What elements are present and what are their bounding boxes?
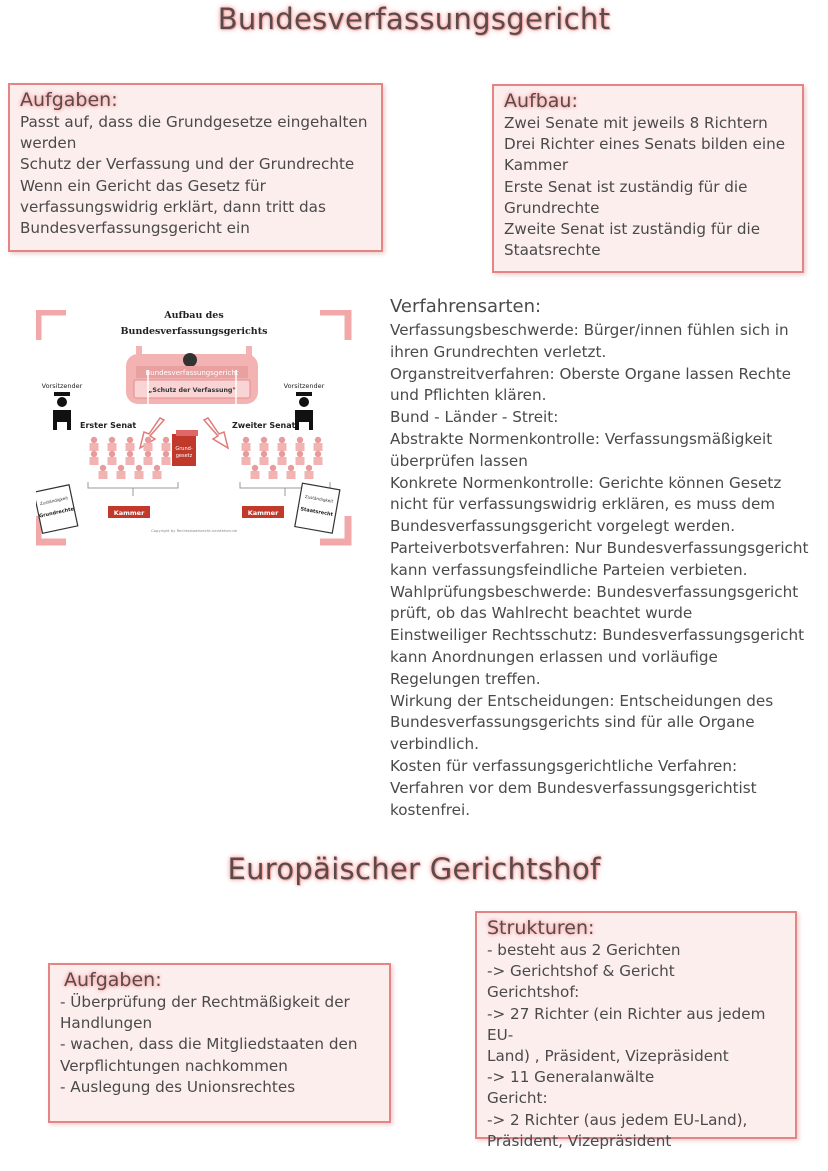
doc-left-line1: Zuständigkeit <box>39 495 69 507</box>
aufgaben-list <box>20 112 371 239</box>
judge-figure-icon <box>144 457 153 465</box>
judge-figure-icon <box>242 443 251 451</box>
judge-figure-icon <box>99 471 108 479</box>
judge-figure-icon <box>279 437 285 443</box>
text-line: Land) , Präsident, Vizepräsident <box>487 1047 729 1066</box>
text-line: -> 27 Richter (ein Richter aus jedem EU- <box>487 1004 766 1044</box>
judge-figure-icon <box>260 443 269 451</box>
left-role-label: Vorsitzender <box>41 382 83 390</box>
judge-figure-icon <box>108 443 117 451</box>
group-bracket <box>88 482 178 488</box>
text-line: Drei Richter eines Senats bilden eine <box>504 135 786 154</box>
verfahrensarten-list <box>390 320 820 821</box>
text-line: Zweite Senat ist zuständig für die <box>504 220 761 239</box>
judge-figure-icon <box>297 451 303 457</box>
judge-figure-icon <box>296 457 305 465</box>
judge-figure-icon <box>315 451 321 457</box>
text-line: Organstreitverfahren: Oberste Organe lassen Rechte <box>390 364 792 383</box>
judges-group-right <box>242 437 323 479</box>
text-line: - Überprüfung der Rechtmäßigkeit der <box>60 993 350 1011</box>
judge-figure-icon <box>118 465 124 471</box>
figure-title-2: Bundesverfassungsgerichts <box>120 326 268 337</box>
arrow-right-icon <box>204 418 228 448</box>
judge-figure-icon <box>261 451 267 457</box>
text-line: nicht für verfassungswidrig erklären, es muss dem <box>390 495 776 514</box>
judge-figure-icon <box>136 465 142 471</box>
corner-bracket <box>320 312 348 340</box>
text-line: Gericht: <box>487 1089 548 1108</box>
aufgaben-heading: Aufgaben: <box>20 89 118 111</box>
verfahrensarten-heading: Verfahrensarten: <box>390 296 542 317</box>
judge-figure-icon <box>243 451 249 457</box>
figure-svg <box>36 310 352 546</box>
text-line: Kosten für verfassungsgerichtliche Verfahren: <box>390 756 738 775</box>
text-line: - wachen, dass die Mitgliedstaaten den <box>60 1035 358 1054</box>
text-line: Staatsrechte <box>504 241 601 260</box>
judge-figure-icon <box>109 451 115 457</box>
judge-figure-icon <box>314 457 323 465</box>
text-line: - Auslegung des Unionsrechtes <box>60 1077 296 1096</box>
text-line: Bund - Länder - Streit: <box>390 408 559 427</box>
text-line: Regelungen treffen. <box>390 669 541 688</box>
judge-figure-icon <box>315 437 321 443</box>
judge-figure-icon <box>90 457 99 465</box>
text-line: Verfahren vor dem Bundesverfassungsgerichtist <box>390 778 757 797</box>
judge-figure-icon <box>261 437 267 443</box>
judge-figure-icon <box>306 465 312 471</box>
text-line: werden <box>20 134 77 153</box>
document-left-icon <box>36 485 78 534</box>
text-line: Erste Senat ist zuständig für die <box>504 177 748 196</box>
judge-figure-icon <box>279 451 285 457</box>
text-line: Grundrechte <box>504 198 600 217</box>
text-line: Bundesverfassungsgericht vorgelegt werden. <box>390 517 736 536</box>
text-line: Wahlprüfungsbeschwerde: Bundesverfassungsgericht <box>390 582 799 601</box>
right-senate-label: Zweiter Senat <box>232 421 296 430</box>
text-line: überprüfen lassen <box>390 451 528 470</box>
judge-figure-icon <box>90 443 99 451</box>
text-line: verbindlich. <box>390 735 479 754</box>
egh-aufgaben-heading: Aufgaben: <box>64 969 162 991</box>
text-line: Wirkung der Entscheidungen: Entscheidungen des <box>390 691 774 710</box>
text-line: verfassungswidrig erklärt, dann tritt das <box>20 197 326 216</box>
judge-figure-icon <box>100 465 106 471</box>
judge-figure-icon <box>154 465 160 471</box>
judge-figure-icon <box>91 451 97 457</box>
egh-strukturen-box <box>475 911 797 1150</box>
kammer-left-label: Kammer <box>113 509 145 517</box>
figure-banner: Bundesverfassungsgericht <box>145 369 239 377</box>
judge-figure-icon <box>314 443 323 451</box>
figure-title-1: Aufbau des <box>164 310 224 321</box>
judges-group-left <box>90 437 171 479</box>
judge-figure-icon <box>127 451 133 457</box>
egh-strukturen-list <box>487 940 785 1152</box>
page-title: Bundesverfassungsgericht <box>217 2 611 36</box>
judge-figure-icon <box>288 465 294 471</box>
aufgaben-box <box>8 83 383 252</box>
right-role-label: Vorsitzender <box>283 382 325 390</box>
text-line: Abstrakte Normenkontrolle: Verfassungsmäßigkeit <box>390 429 773 448</box>
judge-figure-icon <box>269 471 278 479</box>
text-line: Verfassungsbeschwerde: Bürger/innen fühlen sich in <box>390 321 789 339</box>
text-line: Schutz der Verfassung und der Grundrechte <box>20 155 355 174</box>
judge-figure-icon <box>126 457 135 465</box>
judge-figure-icon <box>278 443 287 451</box>
doc-left-line2: Grundrechte <box>38 506 75 520</box>
judge-figure-icon <box>145 451 151 457</box>
judge-figure-icon <box>243 437 249 443</box>
text-line: Parteiverbotsverfahren: Nur Bundesverfassungsgericht <box>390 538 809 557</box>
text-line: Kammer <box>504 156 569 175</box>
judge-figure-icon <box>305 471 314 479</box>
egh-aufgaben-box <box>48 963 391 1123</box>
judge-figure-icon <box>287 471 296 479</box>
text-line: und Pflichten klären. <box>390 386 547 405</box>
judge-figure-icon <box>117 471 126 479</box>
text-line: kann Anordnungen erlassen und vorläufige <box>390 647 718 666</box>
text-line: -> 11 Generalanwälte <box>487 1068 655 1087</box>
judge-figure-icon <box>145 437 151 443</box>
text-line: Präsident, Vizepräsident <box>487 1131 672 1150</box>
judge-figure-icon <box>242 457 251 465</box>
egh-strukturen-heading: Strukturen: <box>487 917 595 939</box>
judge-figure-icon <box>127 437 133 443</box>
judge-icon <box>295 392 313 430</box>
judge-figure-icon <box>163 437 169 443</box>
kammer-right-label: Kammer <box>247 509 279 517</box>
court-structure-figure <box>36 310 352 546</box>
judge-figure-icon <box>153 471 162 479</box>
text-line: kann verfassungsfeindliche Parteien verbieten. <box>390 560 748 579</box>
judge-figure-icon <box>91 437 97 443</box>
doc-right-line1: Zuständigkeit <box>304 493 334 504</box>
text-line: Verpflichtungen nachkommen <box>60 1056 288 1075</box>
verfahrensarten-block <box>390 296 820 821</box>
text-line: Handlungen <box>60 1014 153 1033</box>
judge-figure-icon <box>126 443 135 451</box>
judge-figure-icon <box>260 457 269 465</box>
judge-figure-icon <box>144 443 153 451</box>
judge-figure-icon <box>251 471 260 479</box>
text-line: kostenfrei. <box>390 800 471 819</box>
text-line: Gerichtshof: <box>487 983 580 1002</box>
judge-figure-icon <box>297 437 303 443</box>
text-line: Passt auf, dass die Grundgesetze eingehalten <box>20 113 368 131</box>
text-line: -> Gerichtshof & Gericht <box>487 962 675 981</box>
judge-figure-icon <box>135 471 144 479</box>
corner-bracket <box>38 312 66 340</box>
judge-figure-icon <box>278 457 287 465</box>
egh-aufgaben-list <box>60 992 379 1098</box>
judge-figure-icon <box>163 451 169 457</box>
text-line: Bundesverfassungsgerichts sind für alle Organe <box>390 713 755 732</box>
aufbau-list <box>504 113 792 261</box>
judge-figure-icon <box>252 465 258 471</box>
judge-icon <box>53 392 71 430</box>
section-title-egh: Europäischer Gerichtshof <box>227 852 601 886</box>
judge-figure-icon <box>108 457 117 465</box>
text-line: Bundesverfassungsgericht ein <box>20 219 250 238</box>
text-line: Zwei Senate mit jeweils 8 Richtern <box>504 114 768 132</box>
judge-figure-icon <box>296 443 305 451</box>
book-label-2: gesetz <box>175 453 193 459</box>
figure-subbanner: „Schutz der Verfassung" <box>148 387 236 394</box>
figure-copyright: Copyright by Rechtsstaatsrecht-verstehen.de <box>150 528 238 533</box>
judge-figure-icon <box>162 457 171 465</box>
text-line: Wenn ein Gericht das Gesetz für <box>20 176 266 195</box>
aufbau-box <box>492 84 804 273</box>
doc-right-line2: Staatsrecht <box>299 506 334 518</box>
document-right-icon <box>295 483 340 533</box>
text-line: Konkrete Normenkontrolle: Gerichte können Gesetz <box>390 473 782 492</box>
judge-figure-icon <box>162 443 171 451</box>
text-line: -> 2 Richter (aus jedem EU-Land), <box>487 1110 748 1129</box>
text-line: Einstweiliger Rechtsschutz: Bundesverfassungsgericht <box>390 626 805 645</box>
text-line: - besteht aus 2 Gerichten <box>487 941 681 959</box>
aufbau-heading: Aufbau: <box>504 90 578 112</box>
text-line: prüft, ob das Wahlrecht beachtet wurde <box>390 604 693 623</box>
book-label-1: Grund- <box>175 446 193 452</box>
text-line: ihren Grundrechten verletzt. <box>390 342 607 361</box>
judge-figure-icon <box>270 465 276 471</box>
left-senate-label: Erster Senat <box>80 421 137 430</box>
judge-figure-icon <box>109 437 115 443</box>
